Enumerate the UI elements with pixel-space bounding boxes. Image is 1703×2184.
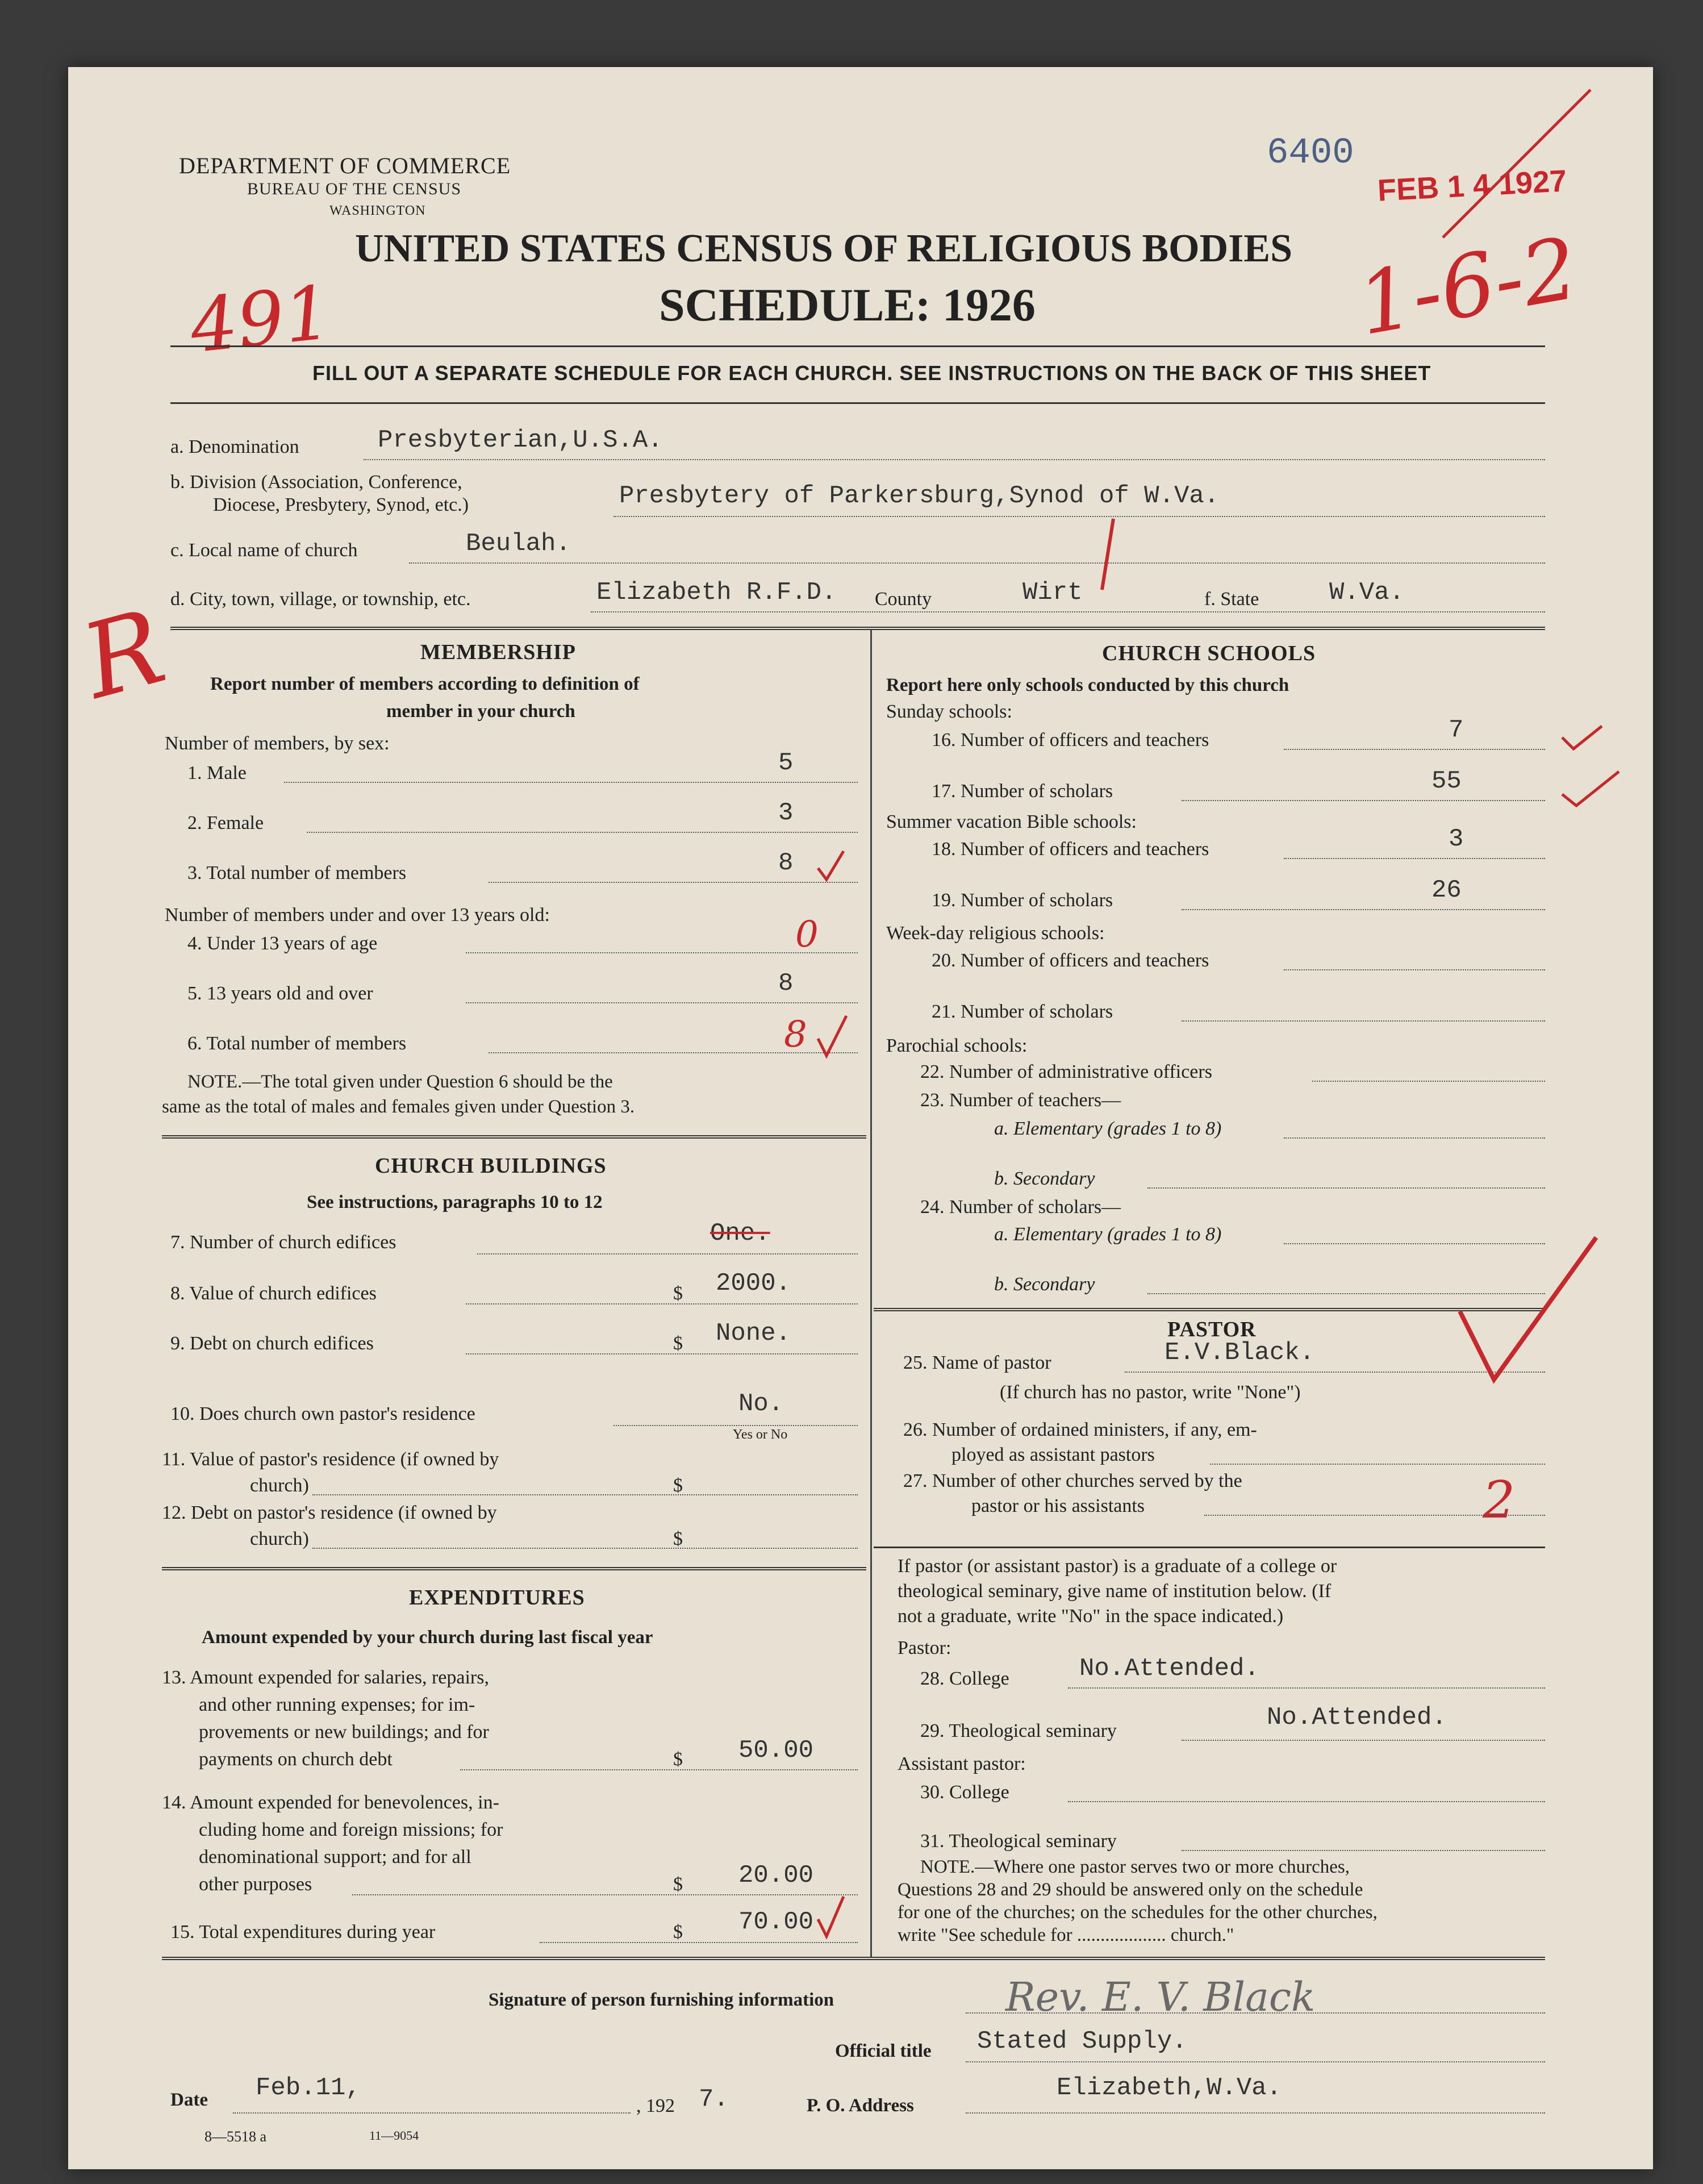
instruction-banner: FILL OUT A SEPARATE SCHEDULE FOR EACH CHURCH. SEE INSTRUCTIONS ON THE BACK OF THIS SHEET (312, 361, 1431, 385)
q18-value[interactable]: 3 (1449, 825, 1464, 853)
membership-rule (162, 1135, 866, 1139)
q15-line (540, 1942, 858, 1943)
q1-label: 1. Male (187, 762, 247, 783)
q14-label-2: cluding home and foreign missions; for (199, 1819, 503, 1840)
q20-line (1284, 969, 1545, 970)
q29-value[interactable]: No.Attended. (1267, 1703, 1447, 1732)
q29-line (1182, 1740, 1545, 1741)
q14-label-3: denominational support; and for all (199, 1847, 471, 1868)
q16-label: 16. Number of officers and teachers (932, 730, 1209, 751)
q31-label: 31. Theological seminary (920, 1831, 1117, 1852)
church-name-label: c. Local name of church (170, 540, 358, 561)
q7-label: 7. Number of church edifices (170, 1232, 396, 1253)
weekday-schools-label: Week-day religious schools: (886, 923, 1105, 944)
division-label-1: b. Division (Association, Conference, (170, 472, 462, 493)
q12-line (312, 1548, 858, 1549)
number-stamp: 6400 (1267, 133, 1354, 174)
po-address-value[interactable]: Elizabeth,W.Va. (1057, 2074, 1282, 2102)
q8-line (466, 1303, 858, 1304)
q8-label: 8. Value of church edifices (170, 1283, 377, 1304)
q2-line (307, 832, 858, 833)
city-label: d. City, town, village, or township, etc. (170, 589, 471, 610)
q4-value[interactable]: 0 (795, 914, 819, 956)
q4-label: 4. Under 13 years of age (187, 933, 378, 954)
grad-text-2: theological seminary, give name of institution below. (If (898, 1581, 1331, 1602)
schools-sub: Report here only schools conducted by this church (886, 675, 1289, 695)
q6-line (489, 1052, 858, 1053)
schools-rule (874, 1308, 1545, 1311)
q30-label: 30. College (920, 1782, 1009, 1803)
year-digit[interactable]: 7. (699, 2085, 729, 2114)
q25-note: (If church has no pastor, write "None") (1000, 1382, 1301, 1403)
q27-value[interactable]: 2 (1483, 1470, 1516, 1530)
print-number: 11—9054 (369, 2128, 419, 2143)
q13-line (460, 1769, 858, 1770)
date-received-stamp: FEB 1 4 1927 (1376, 164, 1568, 208)
q17-line (1182, 800, 1545, 801)
red-checks-schools (1556, 709, 1642, 811)
schools-heading: CHURCH SCHOOLS (1102, 641, 1316, 665)
q3-label: 3. Total number of members (187, 862, 407, 883)
q15-label: 15. Total expenditures during year (170, 1922, 436, 1943)
q5-line (466, 1002, 858, 1003)
q22-label: 22. Number of administrative officers (920, 1061, 1212, 1082)
q9-dollar: $ (673, 1333, 683, 1354)
form-title: UNITED STATES CENSUS OF RELIGIOUS BODIES (355, 227, 1293, 270)
q23b-label: b. Secondary (994, 1168, 1095, 1189)
q15-dollar: $ (673, 1922, 683, 1943)
q3-line (489, 882, 858, 883)
city-value[interactable]: Elizabeth R.F.D. (596, 578, 837, 607)
q13-label-2: and other running expenses; for im- (199, 1694, 475, 1715)
q31-line (1182, 1850, 1545, 1851)
q24-label: 24. Number of scholars— (920, 1197, 1121, 1218)
sunday-schools-label: Sunday schools: (886, 701, 1012, 722)
q21-line (1182, 1020, 1545, 1022)
q6-value[interactable]: 8 (784, 1014, 807, 1056)
division-label-2: Diocese, Presbytery, Synod, etc.) (213, 494, 469, 515)
red-tick-mark (1091, 516, 1125, 595)
q3-value[interactable]: 8 (778, 849, 794, 877)
q2-label: 2. Female (187, 812, 264, 833)
membership-note-2: same as the total of males and females given under Question 3. (162, 1097, 635, 1117)
division-value[interactable]: Presbytery of Parkersburg,Synod of W.Va. (619, 482, 1220, 510)
date-line (233, 2112, 631, 2114)
po-address-label: P. O. Address (807, 2095, 914, 2116)
red-handwritten-code: 1-6-2 (1350, 219, 1585, 355)
pastor-heading: PASTOR (1167, 1318, 1257, 1341)
q24a-label: a. Elementary (grades 1 to 8) (994, 1224, 1222, 1245)
q5-value[interactable]: 8 (778, 969, 794, 998)
q28-line (1068, 1687, 1545, 1689)
q23a-label: a. Elementary (grades 1 to 8) (994, 1118, 1222, 1139)
signature-value: Rev. E. V. Black (1005, 1974, 1316, 2020)
q11-label-2: church) (250, 1475, 309, 1496)
q30-line (1068, 1801, 1545, 1802)
q9-line (466, 1353, 858, 1354)
q28-value[interactable]: No.Attended. (1079, 1654, 1259, 1683)
membership-sub-1: Report number of members according to definition of (210, 674, 640, 694)
buildings-heading: CHURCH BUILDINGS (375, 1154, 607, 1178)
q19-label: 19. Number of scholars (932, 890, 1113, 911)
denomination-value[interactable]: Presbyterian,U.S.A. (378, 426, 663, 455)
summer-schools-label: Summer vacation Bible schools: (886, 811, 1137, 832)
city-line (591, 611, 1545, 612)
q25-value[interactable]: E.V.Black. (1164, 1339, 1315, 1367)
grad-text-3: not a graduate, write "No" in the space indicated.) (898, 1606, 1284, 1627)
buildings-sub: See instructions, paragraphs 10 to 12 (307, 1192, 603, 1212)
q16-line (1284, 749, 1545, 750)
q19-value[interactable]: 26 (1431, 876, 1462, 905)
red-handwritten-number: 491 (186, 269, 336, 370)
q14-label-4: other purposes (199, 1874, 312, 1895)
q29-label: 29. Theological seminary (920, 1720, 1117, 1741)
date-value[interactable]: Feb.11, (256, 2074, 361, 2102)
year-prefix: , 192 (636, 2095, 675, 2116)
expenditures-sub: Amount expended by your church during last fiscal year (202, 1627, 653, 1648)
q12-label-2: church) (250, 1528, 309, 1549)
by-sex-label: Number of members, by sex: (165, 733, 390, 754)
pastor-rule (874, 1547, 1545, 1548)
q7-line (477, 1253, 858, 1254)
dept-name: DEPARTMENT OF COMMERCE (179, 153, 511, 178)
assistant-sub-label: Assistant pastor: (898, 1753, 1026, 1774)
q21-label: 21. Number of scholars (932, 1001, 1113, 1022)
q8-dollar: $ (673, 1283, 683, 1304)
q15-value[interactable]: 70.00 (738, 1908, 814, 1936)
q8-value[interactable]: 2000. (716, 1269, 791, 1298)
pastor-sub-label: Pastor: (898, 1637, 951, 1658)
q7-value[interactable]: One. (710, 1219, 770, 1248)
city-name: WASHINGTON (329, 203, 426, 218)
signature-label: Signature of person furnishing information (489, 1990, 834, 2010)
church-name-line (409, 562, 1545, 564)
q23b-line (1147, 1187, 1545, 1189)
denomination-line (364, 459, 1545, 460)
q11-label-1: 11. Value of pastor's residence (if owned by (162, 1449, 499, 1470)
center-divider (870, 630, 872, 1957)
expenditures-heading: EXPENDITURES (409, 1586, 585, 1610)
q13-label-3: provements or new buildings; and for (199, 1722, 489, 1743)
q26-label-2: ployed as assistant pastors (951, 1444, 1155, 1465)
q11-dollar: $ (673, 1475, 683, 1496)
official-title-label: Official title (835, 2041, 932, 2061)
q25-label: 25. Name of pastor (903, 1352, 1051, 1373)
q28-label: 28. College (920, 1668, 1009, 1689)
q13-label-1: 13. Amount expended for salaries, repairs, (162, 1667, 489, 1688)
footer-rule (162, 1957, 1545, 1960)
age-header: Number of members under and over 13 years old: (165, 905, 550, 926)
red-checks-membership (812, 845, 869, 1073)
grad-text-1: If pastor (or assistant pastor) is a graduate of a college or (898, 1556, 1337, 1577)
state-value[interactable]: W.Va. (1329, 578, 1405, 607)
q12-dollar: $ (673, 1528, 683, 1549)
q6-label: 6. Total number of members (187, 1033, 407, 1054)
signature-line (966, 2012, 1545, 2014)
pastor-note-4: write "See schedule for ................... church." (898, 1925, 1234, 1945)
q17-value[interactable]: 55 (1431, 767, 1462, 795)
q16-value[interactable]: 7 (1449, 716, 1464, 744)
church-name-value[interactable]: Beulah. (466, 530, 571, 558)
q12-label-1: 12. Debt on pastor's residence (if owned by (162, 1502, 497, 1523)
schedule-title: SCHEDULE: 1926 (659, 279, 1036, 331)
red-large-check (1454, 1226, 1602, 1397)
q10-value[interactable]: No. (738, 1390, 784, 1418)
official-title-value[interactable]: Stated Supply. (977, 2027, 1187, 2056)
pastor-note-3: for one of the churches; on the schedules for the other churches, (898, 1902, 1378, 1923)
q19-line (1182, 909, 1545, 910)
q1-value[interactable]: 5 (778, 749, 794, 777)
q24b-label: b. Secondary (994, 1274, 1095, 1295)
section-rule (170, 627, 1545, 630)
q13-dollar: $ (673, 1749, 683, 1770)
division-line (613, 516, 1545, 517)
q1-line (284, 782, 858, 783)
q27-label-1: 27. Number of other churches served by the (903, 1470, 1242, 1491)
form-number: 8—5518 a (204, 2128, 267, 2145)
q26-label-1: 26. Number of ordained ministers, if any, em- (903, 1419, 1257, 1440)
date-label: Date (170, 2090, 208, 2110)
q13-label-4: payments on church debt (199, 1749, 393, 1770)
q23a-line (1284, 1137, 1545, 1139)
q18-line (1284, 858, 1545, 859)
bureau-name: BUREAU OF THE CENSUS (247, 180, 461, 198)
membership-heading: MEMBERSHIP (420, 640, 576, 664)
buildings-rule (162, 1567, 866, 1570)
q14-value[interactable]: 20.00 (738, 1861, 814, 1890)
banner-rule (170, 402, 1545, 404)
q23-label: 23. Number of teachers— (920, 1090, 1121, 1111)
official-title-line (966, 2061, 1545, 2062)
q9-label: 9. Debt on church edifices (170, 1333, 374, 1354)
q14-label-1: 14. Amount expended for benevolences, in- (162, 1792, 499, 1813)
q14-line (352, 1894, 858, 1895)
red-handwritten-r: R (71, 587, 177, 722)
q11-line (312, 1494, 858, 1495)
red-check-stroke (1431, 78, 1602, 249)
q22-line (1312, 1081, 1545, 1082)
q27-label-2: pastor or his assistants (971, 1495, 1145, 1516)
q17-label: 17. Number of scholars (932, 781, 1113, 802)
denomination-label: a. Denomination (170, 436, 299, 457)
red-check-expenditures (812, 1885, 869, 1953)
q9-value[interactable]: None. (716, 1319, 791, 1348)
top-rule (170, 345, 1545, 347)
county-value[interactable]: Wirt (1022, 578, 1083, 607)
q10-label: 10. Does church own pastor's residence (170, 1403, 475, 1424)
q20-label: 20. Number of officers and teachers (932, 950, 1209, 971)
census-schedule-sheet (68, 67, 1653, 2169)
membership-note-1: NOTE.—The total given under Question 6 should be the (187, 1072, 613, 1092)
parochial-schools-label: Parochial schools: (886, 1035, 1028, 1056)
q27-line (1204, 1515, 1545, 1516)
yes-no-hint: Yes or No (733, 1427, 788, 1442)
pastor-note-2: Questions 28 and 29 should be answered only on the schedule (898, 1879, 1363, 1900)
q26-line (1210, 1464, 1545, 1465)
q10-line (613, 1425, 858, 1426)
q4-line (466, 952, 858, 953)
membership-sub-2: member in your church (386, 701, 575, 722)
q14-dollar: $ (673, 1874, 683, 1895)
po-address-line (966, 2112, 1545, 2114)
state-label: f. State (1204, 589, 1259, 610)
q2-value[interactable]: 3 (778, 799, 794, 827)
q5-label: 5. 13 years old and over (187, 983, 373, 1004)
county-label: County (875, 589, 932, 610)
q13-value[interactable]: 50.00 (738, 1736, 814, 1765)
pastor-note-1: NOTE.—Where one pastor serves two or more churches, (920, 1857, 1350, 1877)
q18-label: 18. Number of officers and teachers (932, 839, 1209, 860)
